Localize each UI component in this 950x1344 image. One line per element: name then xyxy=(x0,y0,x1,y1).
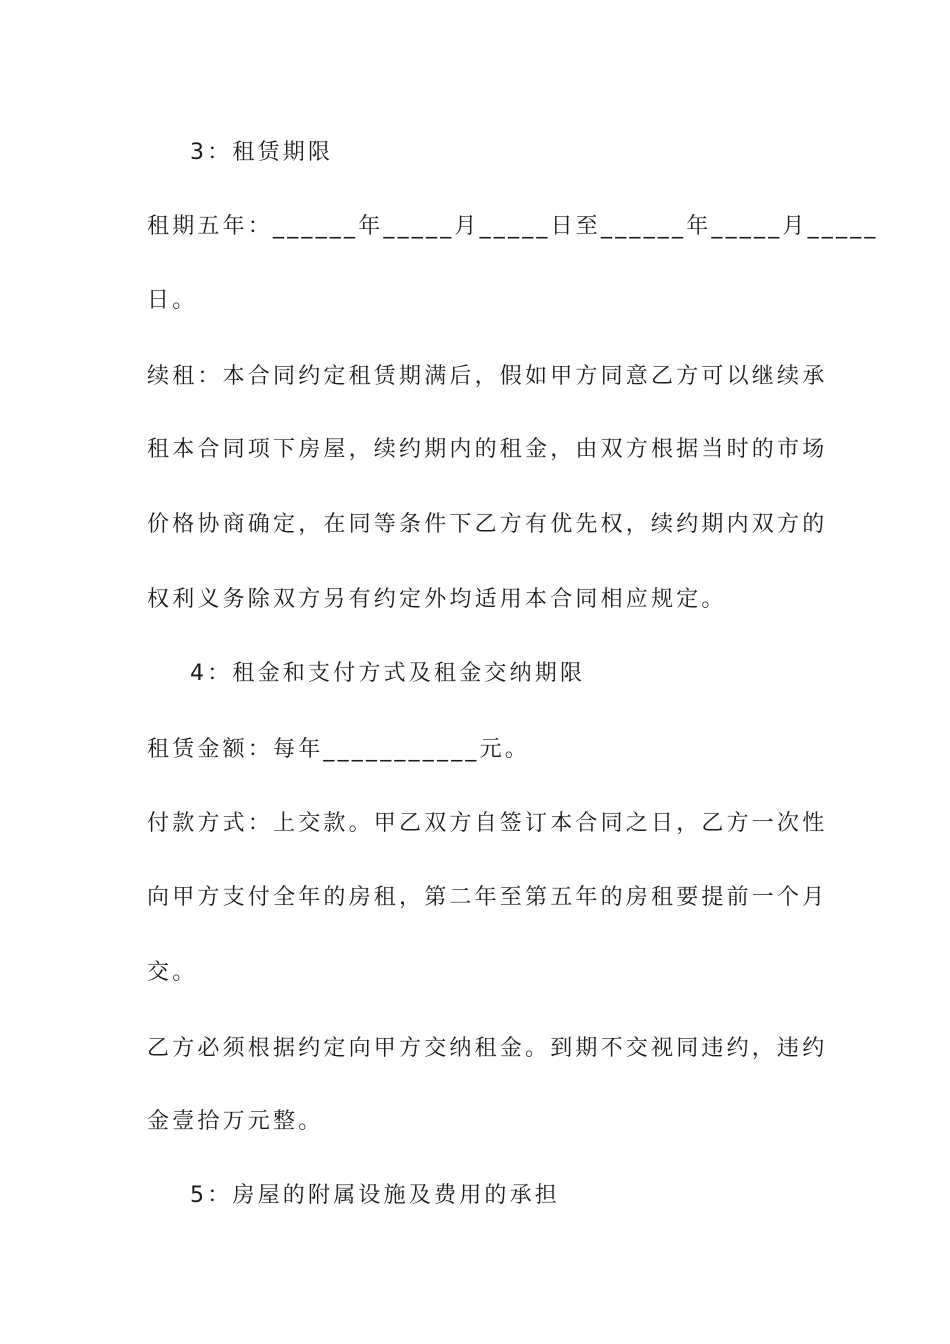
section-heading-lease-term: 3：租赁期限 xyxy=(190,140,334,165)
penalty-paragraph-line-2: 金壹拾万元整。 xyxy=(147,1109,324,1134)
renewal-paragraph-line-3: 价格协商确定，在同等条件下乙方有优先权，续约期内双方的 xyxy=(147,512,828,537)
renewal-paragraph-line-2: 租本合同项下房屋，续约期内的租金，由双方根据当时的市场 xyxy=(147,437,828,462)
payment-method-line-1: 付款方式：上交款。甲乙双方自签订本合同之日，乙方一次性 xyxy=(147,811,828,836)
lease-period-line-end: 日。 xyxy=(147,288,198,313)
lease-period-line: 租期五年：______年_____月_____日至______年_____月_____ xyxy=(147,214,879,239)
section-heading-facilities-costs: 5：房屋的附属设施及费用的承担 xyxy=(190,1183,560,1208)
renewal-paragraph-line-4: 权利义务除双方另有约定外均适用本合同相应规定。 xyxy=(147,587,727,612)
payment-method-line-2: 向甲方支付全年的房租，第二年至第五年的房租要提前一个月 xyxy=(147,885,828,910)
renewal-paragraph-line-1: 续租：本合同约定租赁期满后，假如甲方同意乙方可以继续承 xyxy=(147,364,828,389)
payment-method-line-3: 交。 xyxy=(147,960,198,985)
penalty-paragraph-line-1: 乙方必须根据约定向甲方交纳租金。到期不交视同违约，违约 xyxy=(147,1036,828,1061)
section-heading-rent-payment: 4：租金和支付方式及租金交纳期限 xyxy=(190,661,586,686)
rent-amount-line: 租赁金额：每年___________元。 xyxy=(147,737,531,762)
